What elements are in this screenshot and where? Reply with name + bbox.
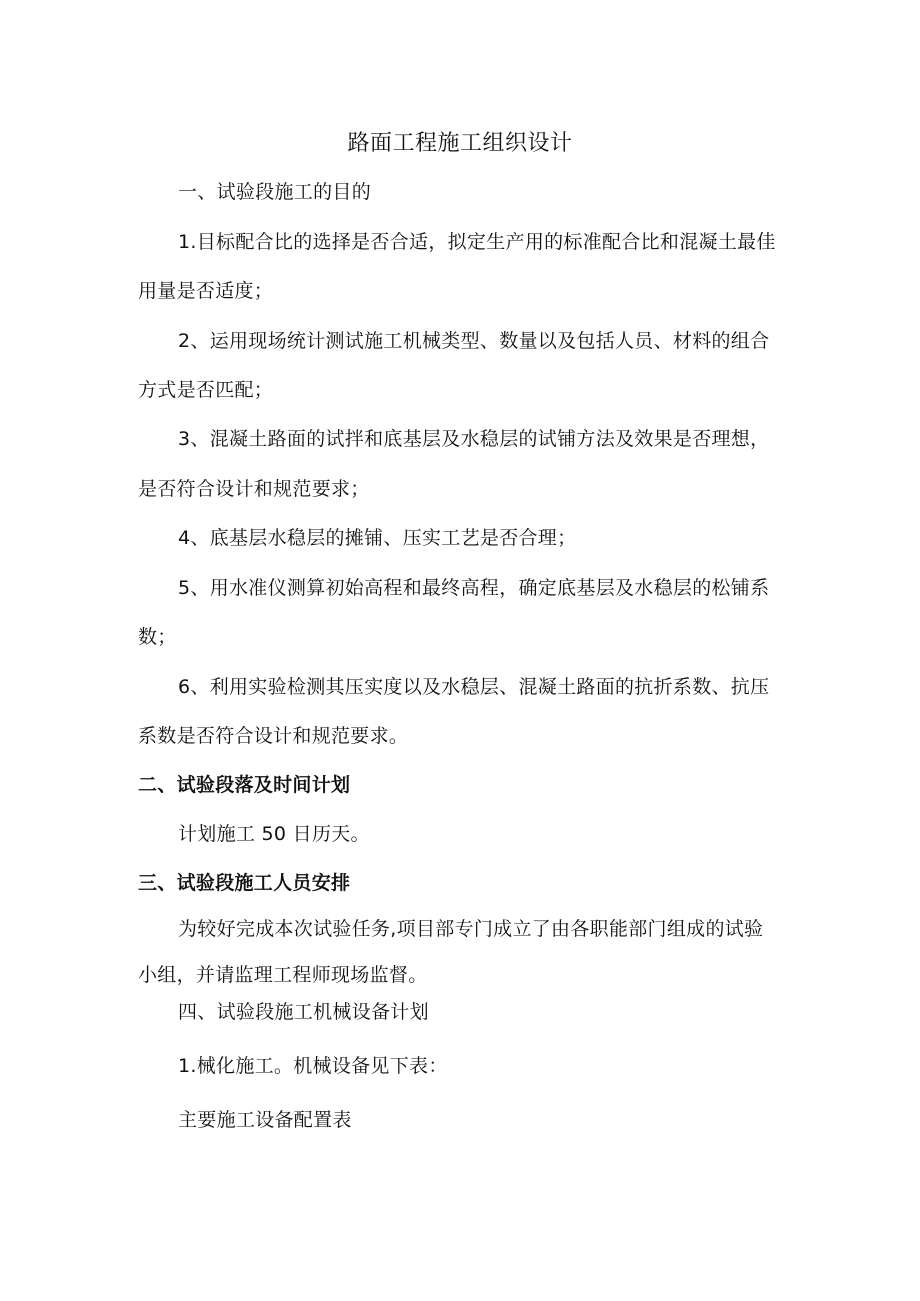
section1-heading: 一、试验段施工的目的 [178,181,372,203]
item3-line1: 3、混凝土路面的试拌和底基层及水稳层的试铺方法及效果是否理想， [178,428,770,450]
section4-heading: 四、试验段施工机械设备计划 [178,1001,429,1023]
item2-line1: 2、运用现场统计测试施工机械类型、数量以及包括人员、材料的组合 [178,330,770,352]
section3-line1: 为较好完成本次试验任务,项目部专门成立了由各职能部门组成的试验 [178,918,764,940]
section3-line2: 小组，并请监理工程师现场监督。 [138,964,428,986]
item1-line1: 1.目标配合比的选择是否合适，拟定生产用的标准配合比和混凝土最佳 [178,231,776,253]
section3-heading: 三、试验段施工人员安排 [138,872,351,894]
item6-line2: 系数是否符合设计和规范要求。 [138,725,409,747]
section2-text: 计划施工 50 日历天。 [178,823,370,845]
document-title: 路面工程施工组织设计 [347,131,573,156]
item5-line2: 数； [138,626,177,648]
item1-line2: 用量是否适度； [138,280,274,302]
item2-line2: 方式是否匹配； [138,379,274,401]
item5-line1: 5、用水准仪测算初始高程和最终高程，确定底基层及水稳层的松铺系 [178,577,770,599]
section2-heading: 二、试验段落及时间计划 [138,774,351,796]
item3-line2: 是否符合设计和规范要求； [138,478,370,500]
item4-line1: 4、底基层水稳层的摊铺、压实工艺是否合理； [178,527,577,549]
section4-item1: 1.械化施工。机械设备见下表： [178,1055,448,1077]
item6-line1: 6、利用实验检测其压实度以及水稳层、混凝土路面的抗折系数、抗压 [178,676,770,698]
table-caption: 主要施工设备配置表 [178,1109,352,1131]
